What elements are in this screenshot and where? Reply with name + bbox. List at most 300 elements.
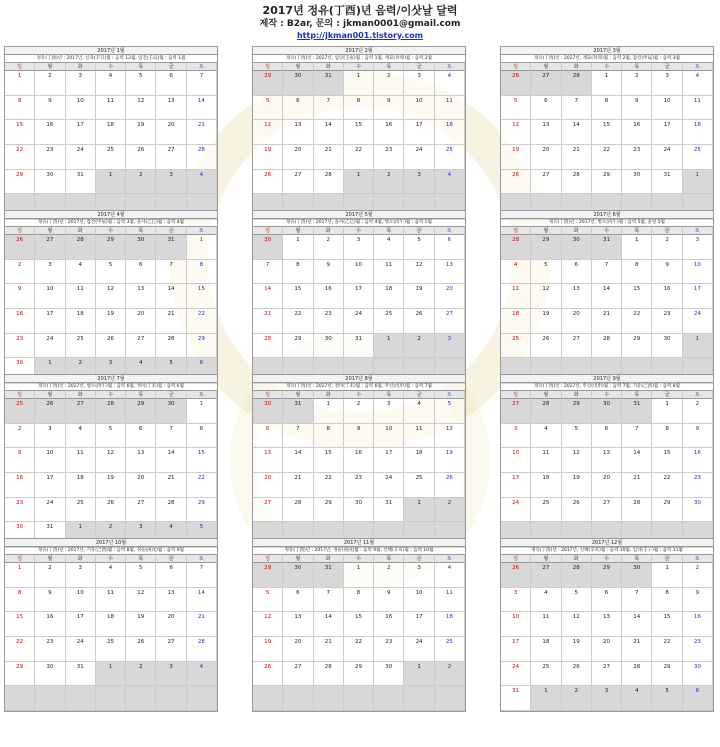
day-cell[interactable] (344, 563, 374, 588)
day-cell[interactable] (531, 588, 561, 613)
day-cell[interactable] (404, 235, 434, 260)
day-cell[interactable] (562, 284, 592, 309)
day-cell[interactable] (501, 662, 531, 687)
day-cell[interactable] (592, 448, 622, 473)
day-cell[interactable] (96, 473, 126, 498)
day-cell[interactable] (283, 588, 313, 613)
day-cell[interactable] (187, 260, 217, 285)
day-cell[interactable] (531, 260, 561, 285)
day-cell[interactable] (404, 612, 434, 637)
day-cell[interactable] (253, 563, 283, 588)
day-cell[interactable] (126, 170, 156, 195)
day-cell[interactable] (374, 637, 404, 662)
day-cell[interactable] (283, 334, 313, 359)
day-cell[interactable] (344, 235, 374, 260)
day-cell[interactable] (5, 235, 35, 260)
day-cell[interactable] (66, 96, 96, 121)
day-cell[interactable] (253, 612, 283, 637)
day-cell[interactable] (66, 473, 96, 498)
day-cell[interactable] (96, 260, 126, 285)
day-cell[interactable] (5, 96, 35, 121)
day-cell[interactable] (592, 473, 622, 498)
day-cell[interactable] (187, 662, 217, 687)
day-cell[interactable] (622, 637, 652, 662)
day-cell[interactable] (66, 448, 96, 473)
day-cell[interactable] (156, 563, 186, 588)
day-cell[interactable] (96, 145, 126, 170)
day-cell[interactable] (592, 71, 622, 96)
day-cell[interactable] (374, 309, 404, 334)
day-cell[interactable] (126, 473, 156, 498)
day-cell[interactable] (314, 170, 344, 195)
day-cell[interactable] (66, 563, 96, 588)
day-cell[interactable] (187, 96, 217, 121)
day-cell[interactable] (253, 284, 283, 309)
day-cell[interactable] (314, 120, 344, 145)
day-cell[interactable] (683, 334, 713, 359)
day-cell[interactable] (344, 612, 374, 637)
day-cell[interactable] (156, 309, 186, 334)
day-cell[interactable] (344, 473, 374, 498)
day-cell[interactable] (652, 588, 682, 613)
day-cell[interactable] (404, 120, 434, 145)
day-cell[interactable] (652, 309, 682, 334)
day-cell[interactable] (531, 170, 561, 195)
day-cell[interactable] (592, 284, 622, 309)
day-cell[interactable] (531, 71, 561, 96)
day-cell[interactable] (404, 309, 434, 334)
day-cell[interactable] (96, 235, 126, 260)
day-cell[interactable] (652, 662, 682, 687)
day-cell[interactable] (562, 563, 592, 588)
day-cell[interactable] (652, 399, 682, 424)
day-cell[interactable] (314, 662, 344, 687)
day-cell[interactable] (66, 334, 96, 359)
day-cell[interactable] (435, 235, 465, 260)
day-cell[interactable] (283, 309, 313, 334)
day-cell[interactable] (35, 424, 65, 449)
day-cell[interactable] (404, 563, 434, 588)
day-cell[interactable] (683, 235, 713, 260)
day-cell[interactable] (374, 284, 404, 309)
day-cell[interactable] (344, 637, 374, 662)
day-cell[interactable] (622, 334, 652, 359)
day-cell[interactable] (501, 170, 531, 195)
day-cell[interactable] (622, 662, 652, 687)
day-cell[interactable] (531, 334, 561, 359)
day-cell[interactable] (592, 235, 622, 260)
day-cell[interactable] (35, 71, 65, 96)
day-cell[interactable] (344, 260, 374, 285)
day-cell[interactable] (562, 145, 592, 170)
day-cell[interactable] (5, 284, 35, 309)
day-cell[interactable] (683, 448, 713, 473)
day-cell[interactable] (96, 120, 126, 145)
day-cell[interactable] (435, 588, 465, 613)
day-cell[interactable] (5, 334, 35, 359)
day-cell[interactable] (404, 284, 434, 309)
day-cell[interactable] (66, 120, 96, 145)
day-cell[interactable] (531, 235, 561, 260)
day-cell[interactable] (374, 120, 404, 145)
day-cell[interactable] (562, 637, 592, 662)
day-cell[interactable] (501, 96, 531, 121)
day-cell[interactable] (374, 662, 404, 687)
day-cell[interactable] (404, 145, 434, 170)
day-cell[interactable] (562, 260, 592, 285)
day-cell[interactable] (314, 96, 344, 121)
day-cell[interactable] (314, 588, 344, 613)
day-cell[interactable] (501, 612, 531, 637)
day-cell[interactable] (126, 145, 156, 170)
day-cell[interactable] (5, 170, 35, 195)
day-cell[interactable] (435, 399, 465, 424)
day-cell[interactable] (404, 473, 434, 498)
day-cell[interactable] (374, 588, 404, 613)
day-cell[interactable] (126, 399, 156, 424)
day-cell[interactable] (314, 637, 344, 662)
day-cell[interactable] (652, 71, 682, 96)
day-cell[interactable] (156, 637, 186, 662)
day-cell[interactable] (404, 662, 434, 687)
day-cell[interactable] (374, 334, 404, 359)
day-cell[interactable] (344, 334, 374, 359)
day-cell[interactable] (96, 662, 126, 687)
day-cell[interactable] (592, 96, 622, 121)
day-cell[interactable] (126, 334, 156, 359)
day-cell[interactable] (156, 284, 186, 309)
day-cell[interactable] (66, 170, 96, 195)
day-cell[interactable] (283, 71, 313, 96)
day-cell[interactable] (187, 334, 217, 359)
day-cell[interactable] (374, 235, 404, 260)
day-cell[interactable] (374, 260, 404, 285)
day-cell[interactable] (435, 563, 465, 588)
day-cell[interactable] (622, 686, 652, 711)
day-cell[interactable] (5, 473, 35, 498)
day-cell[interactable] (187, 498, 217, 523)
day-cell[interactable] (435, 637, 465, 662)
day-cell[interactable] (283, 399, 313, 424)
day-cell[interactable] (652, 637, 682, 662)
day-cell[interactable] (531, 96, 561, 121)
day-cell[interactable] (531, 612, 561, 637)
day-cell[interactable] (96, 309, 126, 334)
day-cell[interactable] (126, 260, 156, 285)
day-cell[interactable] (435, 145, 465, 170)
day-cell[interactable] (683, 612, 713, 637)
day-cell[interactable] (187, 424, 217, 449)
day-cell[interactable] (253, 120, 283, 145)
day-cell[interactable] (374, 563, 404, 588)
day-cell[interactable] (96, 399, 126, 424)
day-cell[interactable] (622, 424, 652, 449)
day-cell[interactable] (314, 473, 344, 498)
day-cell[interactable] (592, 686, 622, 711)
day-cell[interactable] (652, 284, 682, 309)
day-cell[interactable] (5, 563, 35, 588)
day-cell[interactable] (592, 588, 622, 613)
day-cell[interactable] (314, 424, 344, 449)
day-cell[interactable] (156, 399, 186, 424)
day-cell[interactable] (283, 120, 313, 145)
day-cell[interactable] (5, 399, 35, 424)
day-cell[interactable] (314, 334, 344, 359)
day-cell[interactable] (66, 662, 96, 687)
day-cell[interactable] (531, 662, 561, 687)
day-cell[interactable] (96, 170, 126, 195)
day-cell[interactable] (652, 473, 682, 498)
day-cell[interactable] (683, 260, 713, 285)
day-cell[interactable] (501, 334, 531, 359)
day-cell[interactable] (652, 260, 682, 285)
day-cell[interactable] (187, 120, 217, 145)
day-cell[interactable] (96, 612, 126, 637)
day-cell[interactable] (344, 498, 374, 523)
day-cell[interactable] (5, 71, 35, 96)
day-cell[interactable] (283, 448, 313, 473)
day-cell[interactable] (126, 284, 156, 309)
day-cell[interactable] (314, 71, 344, 96)
day-cell[interactable] (66, 424, 96, 449)
day-cell[interactable] (404, 170, 434, 195)
day-cell[interactable] (156, 235, 186, 260)
blog-link[interactable]: http://jkman001.tistory.com (296, 31, 424, 40)
day-cell[interactable] (562, 498, 592, 523)
day-cell[interactable] (156, 170, 186, 195)
day-cell[interactable] (96, 334, 126, 359)
day-cell[interactable] (283, 170, 313, 195)
day-cell[interactable] (501, 686, 531, 711)
day-cell[interactable] (35, 563, 65, 588)
day-cell[interactable] (344, 71, 374, 96)
day-cell[interactable] (5, 145, 35, 170)
day-cell[interactable] (652, 424, 682, 449)
day-cell[interactable] (683, 637, 713, 662)
day-cell[interactable] (253, 662, 283, 687)
day-cell[interactable] (187, 637, 217, 662)
day-cell[interactable] (35, 334, 65, 359)
day-cell[interactable] (156, 498, 186, 523)
day-cell[interactable] (35, 637, 65, 662)
day-cell[interactable] (531, 399, 561, 424)
day-cell[interactable] (253, 498, 283, 523)
day-cell[interactable] (283, 235, 313, 260)
day-cell[interactable] (126, 637, 156, 662)
day-cell[interactable] (404, 399, 434, 424)
day-cell[interactable] (562, 96, 592, 121)
day-cell[interactable] (253, 399, 283, 424)
day-cell[interactable] (592, 662, 622, 687)
day-cell[interactable] (652, 498, 682, 523)
day-cell[interactable] (5, 637, 35, 662)
day-cell[interactable] (592, 260, 622, 285)
day-cell[interactable] (501, 448, 531, 473)
day-cell[interactable] (404, 588, 434, 613)
day-cell[interactable] (562, 334, 592, 359)
day-cell[interactable] (562, 399, 592, 424)
day-cell[interactable] (314, 235, 344, 260)
day-cell[interactable] (344, 284, 374, 309)
day-cell[interactable] (683, 284, 713, 309)
day-cell[interactable] (35, 284, 65, 309)
day-cell[interactable] (374, 145, 404, 170)
day-cell[interactable] (187, 399, 217, 424)
day-cell[interactable] (314, 284, 344, 309)
day-cell[interactable] (622, 448, 652, 473)
day-cell[interactable] (126, 120, 156, 145)
day-cell[interactable] (96, 96, 126, 121)
day-cell[interactable] (683, 473, 713, 498)
day-cell[interactable] (622, 284, 652, 309)
day-cell[interactable] (344, 120, 374, 145)
day-cell[interactable] (126, 71, 156, 96)
day-cell[interactable] (404, 260, 434, 285)
day-cell[interactable] (531, 473, 561, 498)
day-cell[interactable] (187, 588, 217, 613)
day-cell[interactable] (126, 448, 156, 473)
day-cell[interactable] (283, 473, 313, 498)
day-cell[interactable] (501, 399, 531, 424)
day-cell[interactable] (66, 498, 96, 523)
day-cell[interactable] (501, 498, 531, 523)
day-cell[interactable] (5, 588, 35, 613)
day-cell[interactable] (5, 424, 35, 449)
day-cell[interactable] (592, 334, 622, 359)
day-cell[interactable] (562, 120, 592, 145)
day-cell[interactable] (156, 96, 186, 121)
day-cell[interactable] (126, 612, 156, 637)
day-cell[interactable] (652, 612, 682, 637)
day-cell[interactable] (35, 120, 65, 145)
day-cell[interactable] (435, 170, 465, 195)
day-cell[interactable] (592, 612, 622, 637)
day-cell[interactable] (96, 284, 126, 309)
day-cell[interactable] (253, 96, 283, 121)
day-cell[interactable] (562, 588, 592, 613)
day-cell[interactable] (683, 424, 713, 449)
day-cell[interactable] (622, 309, 652, 334)
day-cell[interactable] (253, 637, 283, 662)
day-cell[interactable] (314, 563, 344, 588)
day-cell[interactable] (35, 473, 65, 498)
day-cell[interactable] (187, 235, 217, 260)
day-cell[interactable] (126, 235, 156, 260)
day-cell[interactable] (126, 588, 156, 613)
day-cell[interactable] (435, 498, 465, 523)
day-cell[interactable] (501, 260, 531, 285)
day-cell[interactable] (652, 170, 682, 195)
day-cell[interactable] (374, 498, 404, 523)
day-cell[interactable] (126, 309, 156, 334)
day-cell[interactable] (35, 612, 65, 637)
day-cell[interactable] (374, 424, 404, 449)
day-cell[interactable] (683, 71, 713, 96)
day-cell[interactable] (562, 448, 592, 473)
day-cell[interactable] (531, 448, 561, 473)
day-cell[interactable] (592, 563, 622, 588)
day-cell[interactable] (314, 145, 344, 170)
day-cell[interactable] (562, 424, 592, 449)
day-cell[interactable] (5, 260, 35, 285)
day-cell[interactable] (501, 120, 531, 145)
day-cell[interactable] (156, 120, 186, 145)
day-cell[interactable] (253, 448, 283, 473)
day-cell[interactable] (531, 145, 561, 170)
day-cell[interactable] (187, 473, 217, 498)
day-cell[interactable] (622, 145, 652, 170)
day-cell[interactable] (344, 170, 374, 195)
day-cell[interactable] (344, 399, 374, 424)
day-cell[interactable] (156, 612, 186, 637)
day-cell[interactable] (501, 145, 531, 170)
day-cell[interactable] (683, 96, 713, 121)
day-cell[interactable] (126, 96, 156, 121)
day-cell[interactable] (562, 170, 592, 195)
day-cell[interactable] (5, 309, 35, 334)
day-cell[interactable] (562, 662, 592, 687)
day-cell[interactable] (314, 498, 344, 523)
day-cell[interactable] (156, 145, 186, 170)
day-cell[interactable] (5, 662, 35, 687)
day-cell[interactable] (622, 612, 652, 637)
day-cell[interactable] (435, 473, 465, 498)
day-cell[interactable] (66, 399, 96, 424)
day-cell[interactable] (187, 309, 217, 334)
day-cell[interactable] (374, 170, 404, 195)
day-cell[interactable] (622, 170, 652, 195)
day-cell[interactable] (435, 334, 465, 359)
day-cell[interactable] (531, 498, 561, 523)
day-cell[interactable] (283, 637, 313, 662)
day-cell[interactable] (344, 96, 374, 121)
day-cell[interactable] (253, 334, 283, 359)
day-cell[interactable] (187, 284, 217, 309)
day-cell[interactable] (314, 399, 344, 424)
day-cell[interactable] (66, 284, 96, 309)
day-cell[interactable] (283, 145, 313, 170)
day-cell[interactable] (126, 563, 156, 588)
day-cell[interactable] (501, 563, 531, 588)
day-cell[interactable] (622, 473, 652, 498)
day-cell[interactable] (5, 498, 35, 523)
day-cell[interactable] (35, 309, 65, 334)
day-cell[interactable] (501, 473, 531, 498)
day-cell[interactable] (314, 448, 344, 473)
day-cell[interactable] (404, 96, 434, 121)
day-cell[interactable] (592, 637, 622, 662)
day-cell[interactable] (66, 637, 96, 662)
day-cell[interactable] (622, 498, 652, 523)
day-cell[interactable] (283, 96, 313, 121)
day-cell[interactable] (253, 309, 283, 334)
day-cell[interactable] (435, 284, 465, 309)
day-cell[interactable] (374, 96, 404, 121)
day-cell[interactable] (592, 170, 622, 195)
day-cell[interactable] (404, 498, 434, 523)
day-cell[interactable] (531, 424, 561, 449)
day-cell[interactable] (435, 71, 465, 96)
day-cell[interactable] (156, 473, 186, 498)
day-cell[interactable] (96, 637, 126, 662)
day-cell[interactable] (435, 309, 465, 334)
day-cell[interactable] (374, 448, 404, 473)
day-cell[interactable] (652, 686, 682, 711)
day-cell[interactable] (187, 71, 217, 96)
day-cell[interactable] (652, 120, 682, 145)
day-cell[interactable] (501, 309, 531, 334)
day-cell[interactable] (404, 334, 434, 359)
